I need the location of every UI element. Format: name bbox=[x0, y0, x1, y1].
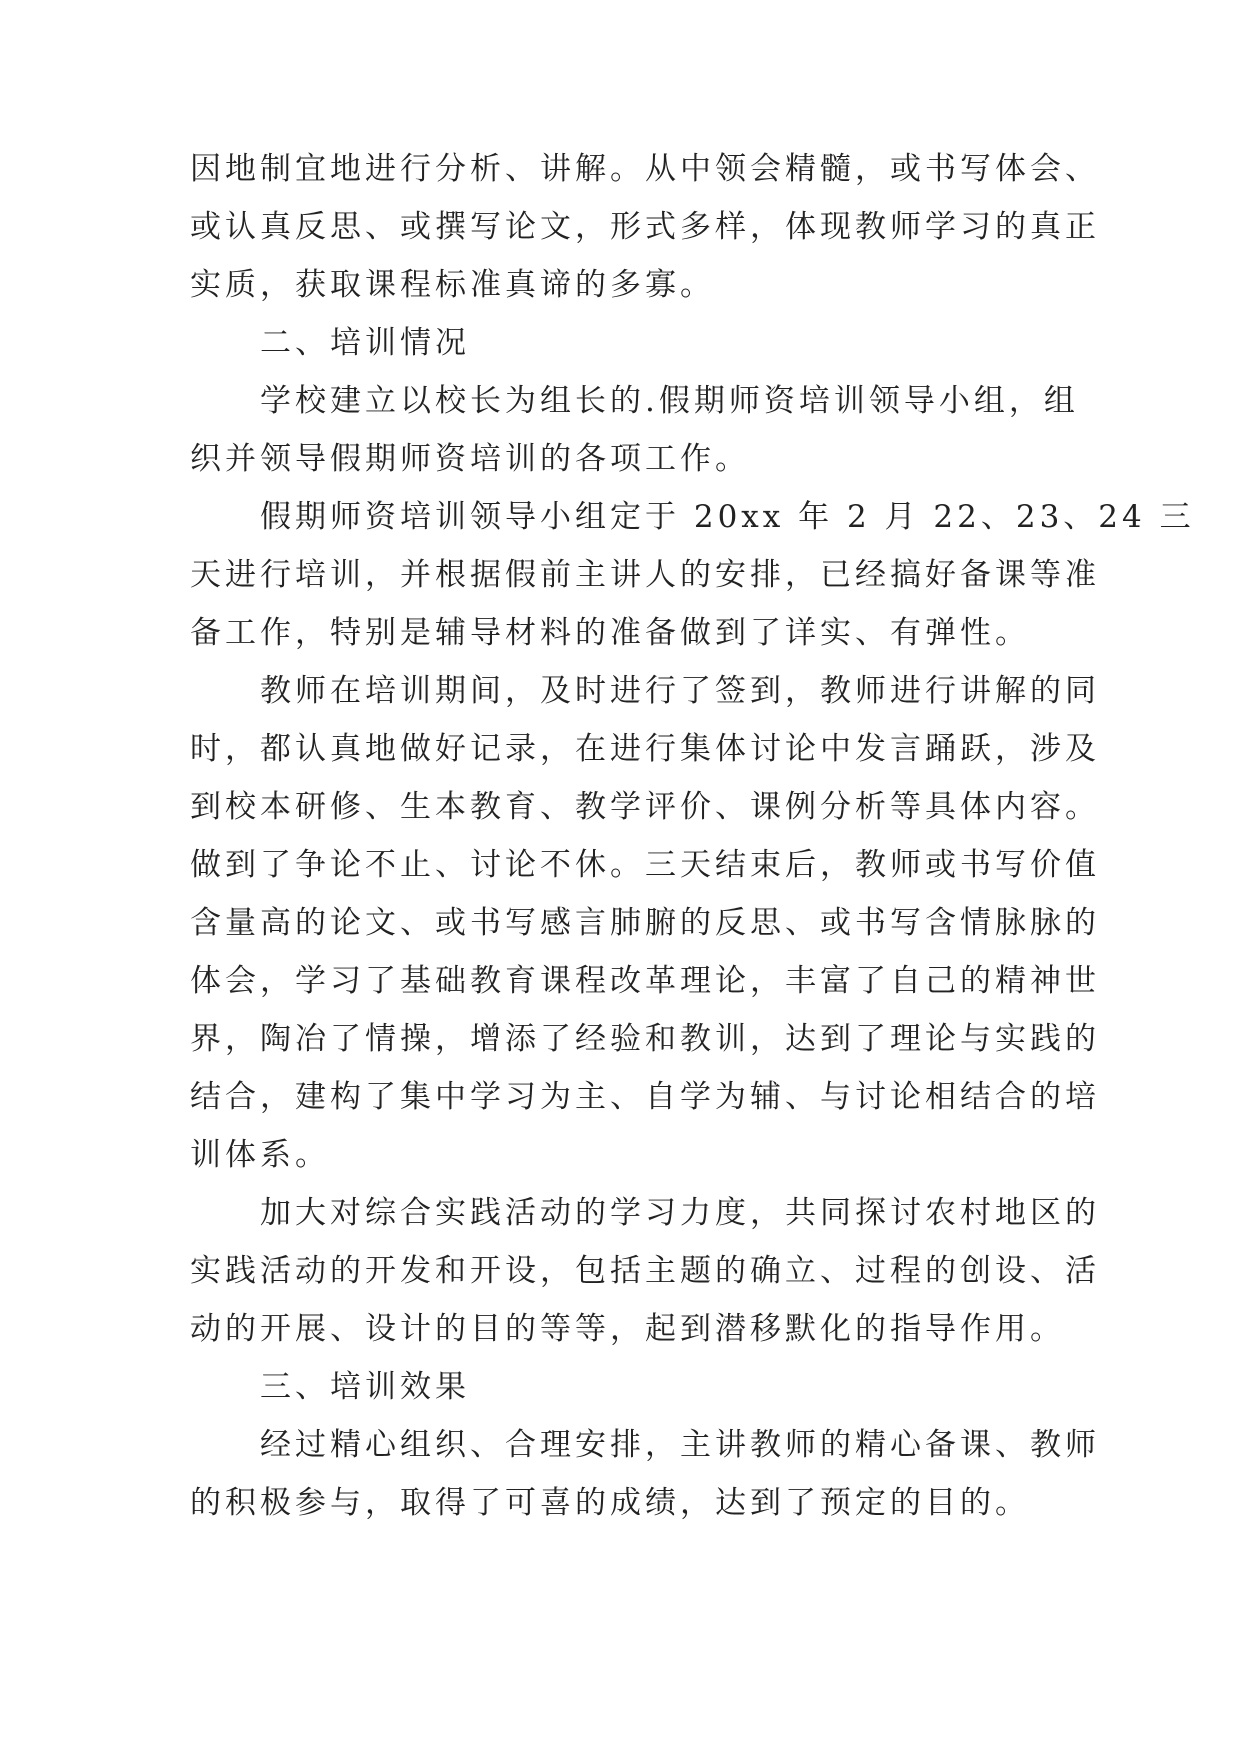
document-body bbox=[190, 140, 1195, 1532]
text-line: 因地制宜地进行分析、讲解。从中领会精髓，或书写体会、 bbox=[190, 151, 1100, 187]
text-line: 到校本研修、生本教育、教学评价、课例分析等具体内容。 bbox=[190, 789, 1100, 825]
paragraph-results bbox=[190, 1416, 1100, 1532]
text-line: 结合，建构了集中学习为主、自学为辅、与讨论相结合的培 bbox=[190, 1079, 1100, 1115]
paragraph-teacher-participation bbox=[190, 662, 1100, 1184]
text-line: 备工作，特别是辅导材料的准备做到了详实、有弹性。 bbox=[190, 615, 1030, 651]
text-line: 做到了争论不止、讨论不休。三天结束后，教师或书写价值 bbox=[190, 847, 1100, 883]
text-line: 假期师资培训领导小组定于 20xx 年 2 月 22、23、24 三 bbox=[190, 499, 1195, 535]
paragraph-practice-activities bbox=[190, 1184, 1100, 1358]
heading-line: 二、培训情况 bbox=[190, 325, 470, 361]
text-line: 体会，学习了基础教育课程改革理论，丰富了自己的精神世 bbox=[190, 963, 1100, 999]
paragraph-leadership-group bbox=[190, 372, 1079, 488]
text-line: 加大对综合实践活动的学习力度，共同探讨农村地区的 bbox=[190, 1195, 1100, 1231]
text-line: 教师在培训期间，及时进行了签到，教师进行讲解的同 bbox=[190, 673, 1100, 709]
text-line: 含量高的论文、或书写感言肺腑的反思、或书写含情脉脉的 bbox=[190, 905, 1100, 941]
text-line: 训体系。 bbox=[190, 1137, 330, 1173]
text-line: 天进行培训，并根据假前主讲人的安排，已经搞好备课等准 bbox=[190, 557, 1100, 593]
paragraph-continuation bbox=[190, 140, 1100, 314]
text-line: 学校建立以校长为组长的.假期师资培训领导小组，组 bbox=[190, 383, 1079, 419]
text-line: 界，陶冶了情操，增添了经验和教训，达到了理论与实践的 bbox=[190, 1021, 1100, 1057]
text-line: 的积极参与，取得了可喜的成绩，达到了预定的目的。 bbox=[190, 1485, 1030, 1521]
text-line: 织并领导假期师资培训的各项工作。 bbox=[190, 441, 750, 477]
text-line: 经过精心组织、合理安排，主讲教师的精心备课、教师 bbox=[190, 1427, 1100, 1463]
text-line: 实质，获取课程标准真谛的多寡。 bbox=[190, 267, 715, 303]
heading-line: 三、培训效果 bbox=[190, 1369, 470, 1405]
text-line: 或认真反思、或撰写论文，形式多样，体现教师学习的真正 bbox=[190, 209, 1100, 245]
section-heading-training-results bbox=[190, 1358, 1050, 1416]
paragraph-training-schedule bbox=[190, 488, 1195, 662]
text-line: 时，都认真地做好记录，在进行集体讨论中发言踊跃，涉及 bbox=[190, 731, 1100, 767]
text-line: 实践活动的开发和开设，包括主题的确立、过程的创设、活 bbox=[190, 1253, 1100, 1289]
section-heading-training-situation bbox=[190, 314, 1050, 372]
text-line: 动的开展、设计的目的等等，起到潜移默化的指导作用。 bbox=[190, 1311, 1065, 1347]
